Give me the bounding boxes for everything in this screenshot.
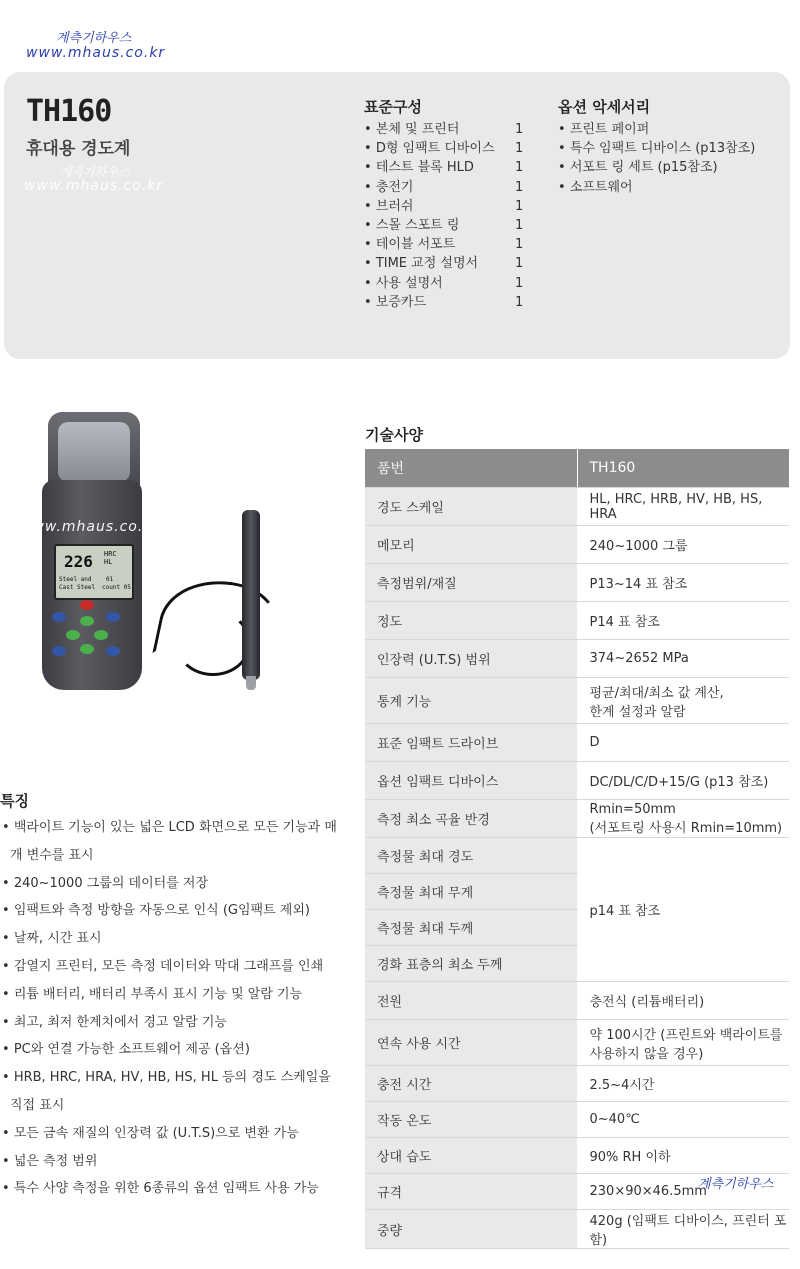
feature-item: • 리튬 배터리, 배터리 부족시 표시 기능 및 알람 기능 <box>2 981 342 1009</box>
watermark-url: www.mhaus.co.kr <box>26 45 166 62</box>
feature-item: • 임팩트와 측정 방향을 자동으로 인식 (G임팩트 제외) <box>2 897 342 925</box>
spec-row <box>365 724 789 762</box>
standard-config-item <box>364 178 534 197</box>
item-name: 보증카드 <box>375 294 427 310</box>
left-key <box>66 630 80 640</box>
lcd-count-label: 01 <box>106 576 114 583</box>
spec-value-line1: 평균/최대/최소 값 계산, <box>589 685 724 701</box>
spec-value <box>577 526 789 564</box>
device-key <box>52 646 66 656</box>
spec-key: 측정 최소 곡율 반경 <box>365 800 577 838</box>
spec-key: 정도 <box>365 602 577 640</box>
product-model: TH160 <box>26 94 112 129</box>
spec-value-line1: 충전식 (리튬배터리) <box>589 995 705 1010</box>
spec-key: 인장력 (U.T.S) 범위 <box>365 640 577 678</box>
spec-value <box>577 800 789 838</box>
spec-key: 중량 <box>365 1210 577 1249</box>
spec-key: 상대 습도 <box>365 1138 577 1174</box>
feature-item: • HRB, HRC, HRA, HV, HB, HS, HL 등의 경도 스케일을 직접 표시 <box>2 1064 342 1120</box>
standard-config-item <box>364 235 534 254</box>
spec-value <box>577 762 789 800</box>
spec-value <box>577 678 789 724</box>
item-name: 테스트 블록 HLD <box>375 160 474 176</box>
device-key <box>106 612 120 622</box>
feature-item: • 날짜, 시간 표시 <box>2 925 342 953</box>
spec-key: 충전 시간 <box>365 1066 577 1102</box>
option-item: • 서포트 링 세트 (p15참조) <box>558 158 788 177</box>
specs-heading: 기술사양 <box>365 426 423 444</box>
spec-value <box>577 838 789 982</box>
spec-key: 측정물 최대 두께 <box>365 910 577 946</box>
spec-key: 측정범위/재질 <box>365 564 577 602</box>
spec-value <box>577 724 789 762</box>
standard-config-item <box>364 120 534 139</box>
spec-key: 메모리 <box>365 526 577 564</box>
standard-config-item <box>364 293 534 312</box>
lcd-count-text: count 05 <box>102 584 131 591</box>
spec-key: 경도 스케일 <box>365 488 577 526</box>
spec-value <box>577 640 789 678</box>
spec-row <box>365 602 789 640</box>
spec-row <box>365 762 789 800</box>
item-name: 본체 및 프린터 <box>375 122 460 137</box>
spec-row <box>365 678 789 724</box>
probe-tip <box>246 676 256 690</box>
power-key <box>80 600 94 610</box>
spec-key: 측정물 최대 경도 <box>365 838 577 874</box>
spec-row <box>365 800 789 838</box>
item-quantity: 1 <box>515 237 524 253</box>
spec-key: 규격 <box>365 1174 577 1210</box>
spec-row <box>365 488 789 526</box>
product-image <box>10 410 330 700</box>
right-key <box>94 630 108 640</box>
option-item: • 특수 임팩트 디바이스 (p13참조) <box>558 139 788 158</box>
specs-header-key: 품번 <box>365 449 577 488</box>
feature-item: • 모든 금속 재질의 인장력 값 (U.T.S)으로 변환 가능 <box>2 1120 342 1148</box>
watermark-korean: 계측기하우스 <box>60 165 130 179</box>
lcd-unit <box>104 550 117 566</box>
printer-paper-roll <box>58 422 130 482</box>
item-name: TIME 교정 설명서 <box>375 256 479 272</box>
spec-value-line1: HL, HRC, HRB, HV, HB, HS, HRA <box>589 491 763 522</box>
spec-value-line1: 0~40℃ <box>589 1112 640 1127</box>
spec-row <box>365 982 789 1020</box>
spec-row <box>365 1210 789 1249</box>
spec-row <box>365 640 789 678</box>
spec-row <box>365 1102 789 1138</box>
specs-header-value: TH160 <box>577 449 789 488</box>
watermark-korean: 계측기하우스 <box>56 31 132 46</box>
lcd-unit-bottom: HL <box>104 558 113 566</box>
device-lcd-screen <box>54 544 134 600</box>
spec-key: 전원 <box>365 982 577 1020</box>
spec-row <box>365 564 789 602</box>
spec-key: 옵션 임팩트 디바이스 <box>365 762 577 800</box>
spec-value <box>577 564 789 602</box>
watermark-bottom <box>698 1178 773 1192</box>
spec-row <box>365 1020 789 1066</box>
standard-config-list <box>364 120 534 312</box>
standard-config-item <box>364 158 534 177</box>
item-quantity: 1 <box>515 122 524 137</box>
item-name: D형 임팩트 디바이스 <box>375 141 495 157</box>
spec-value-line1: P14 표 참조 <box>589 615 660 630</box>
spec-value-line1: 90% RH 이하 <box>589 1150 671 1165</box>
standard-config-heading: 표준구성 <box>364 98 422 116</box>
spec-value-line1: P13~14 표 참조 <box>589 577 688 592</box>
option-item: • 소프트웨어 <box>558 178 788 197</box>
lcd-material-line1: Steel and <box>59 576 92 583</box>
standard-config-item <box>364 216 534 235</box>
watermark-panel <box>24 165 164 195</box>
features-heading: 특징 <box>0 792 29 810</box>
option-item: • 프린트 페이퍼 <box>558 120 788 139</box>
standard-config-item <box>364 274 534 293</box>
spec-value-line1: Rmin=50mm <box>589 801 676 817</box>
feature-item: • PC와 연결 가능한 소프트웨어 제공 (옵션) <box>2 1036 342 1064</box>
item-quantity: 1 <box>515 179 524 195</box>
watermark-url: www.mhaus.co.kr <box>24 178 164 195</box>
feature-item: • 넓은 측정 범위 <box>2 1148 342 1176</box>
spec-row <box>365 838 789 874</box>
spec-row <box>365 1066 789 1102</box>
impact-device-probe <box>242 510 260 680</box>
item-quantity: 1 <box>515 141 524 157</box>
spec-row <box>365 1138 789 1174</box>
spec-value <box>577 1066 789 1102</box>
probe-cable-coil <box>175 610 251 676</box>
feature-item: • 240~1000 그룹의 데이터를 저장 <box>2 870 342 898</box>
spec-value-line1: DC/DL/C/D+15/G (p13 참조) <box>589 775 769 790</box>
options-list <box>558 120 788 197</box>
features-list <box>2 814 342 1203</box>
specs-header-row <box>365 449 789 488</box>
standard-config-item <box>364 254 534 273</box>
up-key <box>80 616 94 626</box>
spec-value-line1: 240~1000 그룹 <box>589 539 688 554</box>
item-name: 사용 설명서 <box>375 275 443 291</box>
item-name: 충전기 <box>375 179 414 195</box>
spec-key: 작동 온도 <box>365 1102 577 1138</box>
standard-config-item <box>364 197 534 216</box>
feature-item: • 특수 사양 측정을 위한 6종류의 옵션 임팩트 사용 가능 <box>2 1175 342 1203</box>
watermark-top <box>26 31 166 62</box>
item-quantity: 1 <box>515 294 524 310</box>
lcd-reading: 226 <box>64 552 93 571</box>
spec-value <box>577 1210 789 1249</box>
down-key <box>80 644 94 654</box>
watermark-url: www.mhaus.co.kr <box>20 519 160 535</box>
item-quantity: 1 <box>515 275 524 291</box>
item-quantity: 1 <box>515 256 524 272</box>
lcd-unit-top: HRC <box>104 550 117 558</box>
standard-config-item <box>364 139 534 158</box>
feature-item: • 감열지 프린터, 모든 측정 데이터와 막대 그래프를 인쇄 <box>2 953 342 981</box>
spec-key: 연속 사용 시간 <box>365 1020 577 1066</box>
device-key <box>52 612 66 622</box>
spec-key: 측정물 최대 무게 <box>365 874 577 910</box>
lcd-material-line2: Cast Steel <box>59 584 96 591</box>
spec-value <box>577 602 789 640</box>
product-subtitle: 휴대용 경도계 <box>26 139 131 159</box>
spec-key: 통계 기능 <box>365 678 577 724</box>
spec-value-line2: (서포트링 사용시 Rmin=10mm) <box>589 820 783 836</box>
spec-value-text: p14 표 참조 <box>589 904 661 919</box>
spec-value <box>577 1102 789 1138</box>
item-name: 테이블 서포트 <box>375 237 456 253</box>
item-name: 브러쉬 <box>375 198 414 214</box>
spec-value-line1: 420g (임팩트 디바이스, 프린터 포함) <box>589 1214 787 1248</box>
item-quantity: 1 <box>515 217 524 233</box>
item-name: 스몰 스포트 링 <box>375 217 460 233</box>
spec-value <box>577 1138 789 1174</box>
item-quantity: 1 <box>515 160 524 176</box>
spec-value-line1: 374~2652 MPa <box>589 651 689 666</box>
spec-key: 표준 임팩트 드라이브 <box>365 724 577 762</box>
spec-value-line1: 약 100시간 (프린트와 백라이트를 <box>589 1027 783 1043</box>
spec-value-line2: 한계 설정과 알람 <box>589 704 686 720</box>
specs-table <box>365 449 789 1249</box>
spec-key: 경화 표층의 최소 두께 <box>365 946 577 982</box>
feature-item: • 최고, 최저 한계치에서 경고 알람 기능 <box>2 1009 342 1037</box>
product-summary-panel <box>4 72 790 359</box>
spec-value-line2: 사용하지 않을 경우) <box>589 1046 704 1062</box>
spec-value <box>577 1020 789 1066</box>
spec-value <box>577 488 789 526</box>
spec-value <box>577 982 789 1020</box>
spec-value-line1: 230×90×46.5mm <box>589 1184 707 1199</box>
watermark-korean: 계측기하우스 <box>698 1177 774 1192</box>
spec-row <box>365 526 789 564</box>
spec-value-line1: D <box>589 735 600 750</box>
options-heading: 옵션 악세서리 <box>558 98 651 116</box>
watermark-device <box>20 520 159 535</box>
item-quantity: 1 <box>515 198 524 214</box>
spec-value-line1: 2.5~4시간 <box>589 1078 655 1093</box>
enter-key <box>106 646 120 656</box>
feature-item: • 백라이트 기능이 있는 넓은 LCD 화면으로 모든 기능과 매개 변수를 표시 <box>2 814 342 870</box>
